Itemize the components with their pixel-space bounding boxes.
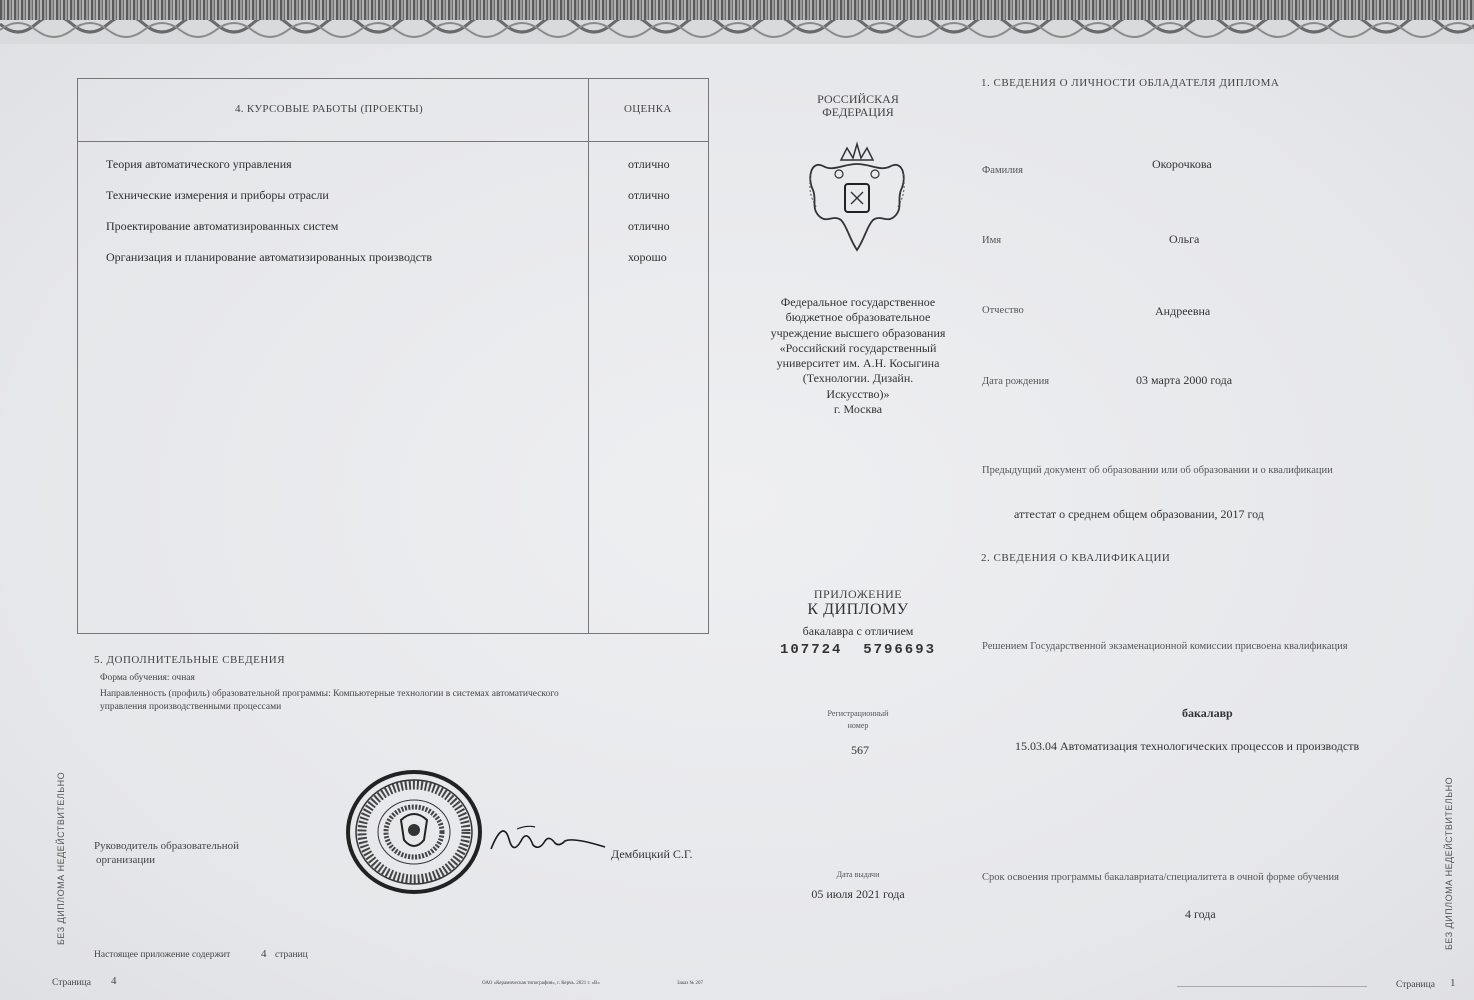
wave-ornament bbox=[0, 20, 1474, 44]
table-row bbox=[106, 250, 706, 270]
appendix-label: ПРИЛОЖЕНИЕ bbox=[813, 587, 903, 601]
institution-line: «Российский государственный bbox=[779, 340, 937, 355]
pages-count: 4 bbox=[261, 948, 267, 960]
duration-value: 4 года bbox=[1185, 907, 1216, 921]
qualification-value: бакалавр bbox=[1182, 706, 1233, 720]
institution-block bbox=[756, 295, 960, 417]
country-line2: ФЕДЕРАЦИЯ bbox=[822, 105, 894, 119]
program-focus-line2: управления производственными процессами bbox=[100, 702, 282, 712]
program-focus-line1: Направленность (профиль) образовательной программы: Компьютерные технологии в системах автоматического bbox=[100, 689, 559, 699]
page-number-right: 1 bbox=[1450, 977, 1456, 989]
coat-of-arms-icon bbox=[803, 138, 911, 256]
birth-date-label: Дата рождения bbox=[982, 376, 1050, 387]
reg-label-line1: Регистрационный bbox=[827, 709, 889, 718]
grade-header: ОЦЕНКА bbox=[624, 103, 672, 115]
country-name bbox=[780, 93, 936, 119]
course-grade: отлично bbox=[628, 188, 670, 202]
table-row bbox=[106, 157, 706, 177]
course-name: Теория автоматического управления bbox=[106, 157, 292, 171]
reg-number: 567 bbox=[851, 743, 869, 757]
page-label-right: Страница bbox=[1396, 980, 1435, 990]
footer-divider bbox=[1177, 986, 1367, 987]
patronymic-label: Отчество bbox=[982, 305, 1024, 316]
diploma-type: бакалавра с отличием bbox=[802, 624, 914, 638]
institution-line: Федеральное государственное bbox=[780, 295, 936, 309]
guilloche-border bbox=[0, 0, 1474, 44]
name-label: Имя bbox=[982, 235, 1002, 246]
course-grade: отлично bbox=[628, 219, 670, 233]
signature-icon bbox=[487, 815, 607, 860]
institution-line: г. Москва bbox=[833, 402, 883, 417]
head-label-line1: Руководитель образовательной bbox=[94, 840, 240, 852]
order-note: Заказ № 207 bbox=[677, 981, 704, 986]
pages-label: Настоящее приложение содержит bbox=[94, 950, 231, 960]
reg-label-line2: номер bbox=[847, 721, 869, 730]
course-grade: хорошо bbox=[628, 250, 667, 264]
courses-title: 4. КУРСОВЫЕ РАБОТЫ (ПРОЕКТЫ) bbox=[235, 103, 423, 115]
duration-label: Срок освоения программы бакалавриата/специалитета в очной форме обучения bbox=[982, 872, 1339, 883]
diploma-label: К ДИПЛОМУ bbox=[807, 601, 909, 618]
course-name: Организация и планирование автоматизированных производств bbox=[106, 250, 433, 264]
side-warning-left: БЕЗ ДИПЛОМА НЕДЕЙСТВИТЕЛЬНО bbox=[56, 771, 66, 945]
surname-value: Окорочкова bbox=[1152, 157, 1212, 171]
print-note: ОАО «Керамическая типография», г. Керчь. 2021 г. «В» bbox=[482, 981, 600, 986]
side-warning-right: БЕЗ ДИПЛОМА НЕДЕЙСТВИТЕЛЬНО bbox=[1444, 776, 1454, 950]
institution-line: бюджетное образовательное bbox=[785, 310, 931, 325]
study-form: Форма обучения: очная bbox=[100, 673, 195, 683]
previous-document-label: Предыдущий документ об образовании или об образовании и о квалификации bbox=[982, 465, 1333, 476]
head-name: Дембицкий С.Г. bbox=[611, 847, 693, 861]
additional-info-title: 5. ДОПОЛНИТЕЛЬНЫЕ СВЕДЕНИЯ bbox=[94, 654, 286, 666]
name-value: Ольга bbox=[1169, 232, 1200, 246]
course-grade: отлично bbox=[628, 157, 670, 171]
personal-info-title: 1. СВЕДЕНИЯ О ЛИЧНОСТИ ОБЛАДАТЕЛЯ ДИПЛОМА bbox=[981, 77, 1280, 89]
institution-line: учреждение высшего образования bbox=[770, 325, 946, 340]
qualification-title: 2. СВЕДЕНИЯ О КВАЛИФИКАЦИИ bbox=[981, 552, 1171, 564]
birth-date-value: 03 марта 2000 года bbox=[1136, 373, 1233, 387]
program-value: 15.03.04 Автоматизация технологических процессов и производств bbox=[1015, 739, 1360, 753]
institution-line: Искусство)» bbox=[826, 386, 890, 401]
table-row bbox=[106, 188, 706, 208]
issue-label: Дата выдачи bbox=[836, 870, 880, 879]
patronymic-value: Андреевна bbox=[1155, 304, 1211, 318]
diploma-number: 107724 5796693 bbox=[779, 642, 937, 658]
surname-label: Фамилия bbox=[982, 165, 1023, 176]
page-label-left: Страница bbox=[52, 978, 91, 988]
commission-label: Решением Государственной экзаменационной комиссии присвоена квалификация bbox=[982, 641, 1348, 652]
table-row bbox=[106, 219, 706, 239]
issue-date: 05 июля 2021 года bbox=[811, 887, 905, 901]
page-number-left: 4 bbox=[111, 975, 117, 987]
head-label-line2: организации bbox=[96, 854, 156, 866]
institution-line: университет им. А.Н. Косыгина bbox=[776, 356, 940, 371]
official-seal-icon bbox=[345, 770, 483, 894]
institution-line: (Технологии. Дизайн. bbox=[802, 371, 914, 386]
pages-word: страниц bbox=[275, 950, 308, 960]
previous-document-value: аттестат о среднем общем образовании, 2017 год bbox=[1014, 507, 1264, 521]
course-name: Технические измерения и приборы отрасли bbox=[106, 188, 329, 202]
country-line1: РОССИЙСКАЯ bbox=[817, 92, 899, 106]
course-name: Проектирование автоматизированных систем bbox=[106, 219, 339, 233]
